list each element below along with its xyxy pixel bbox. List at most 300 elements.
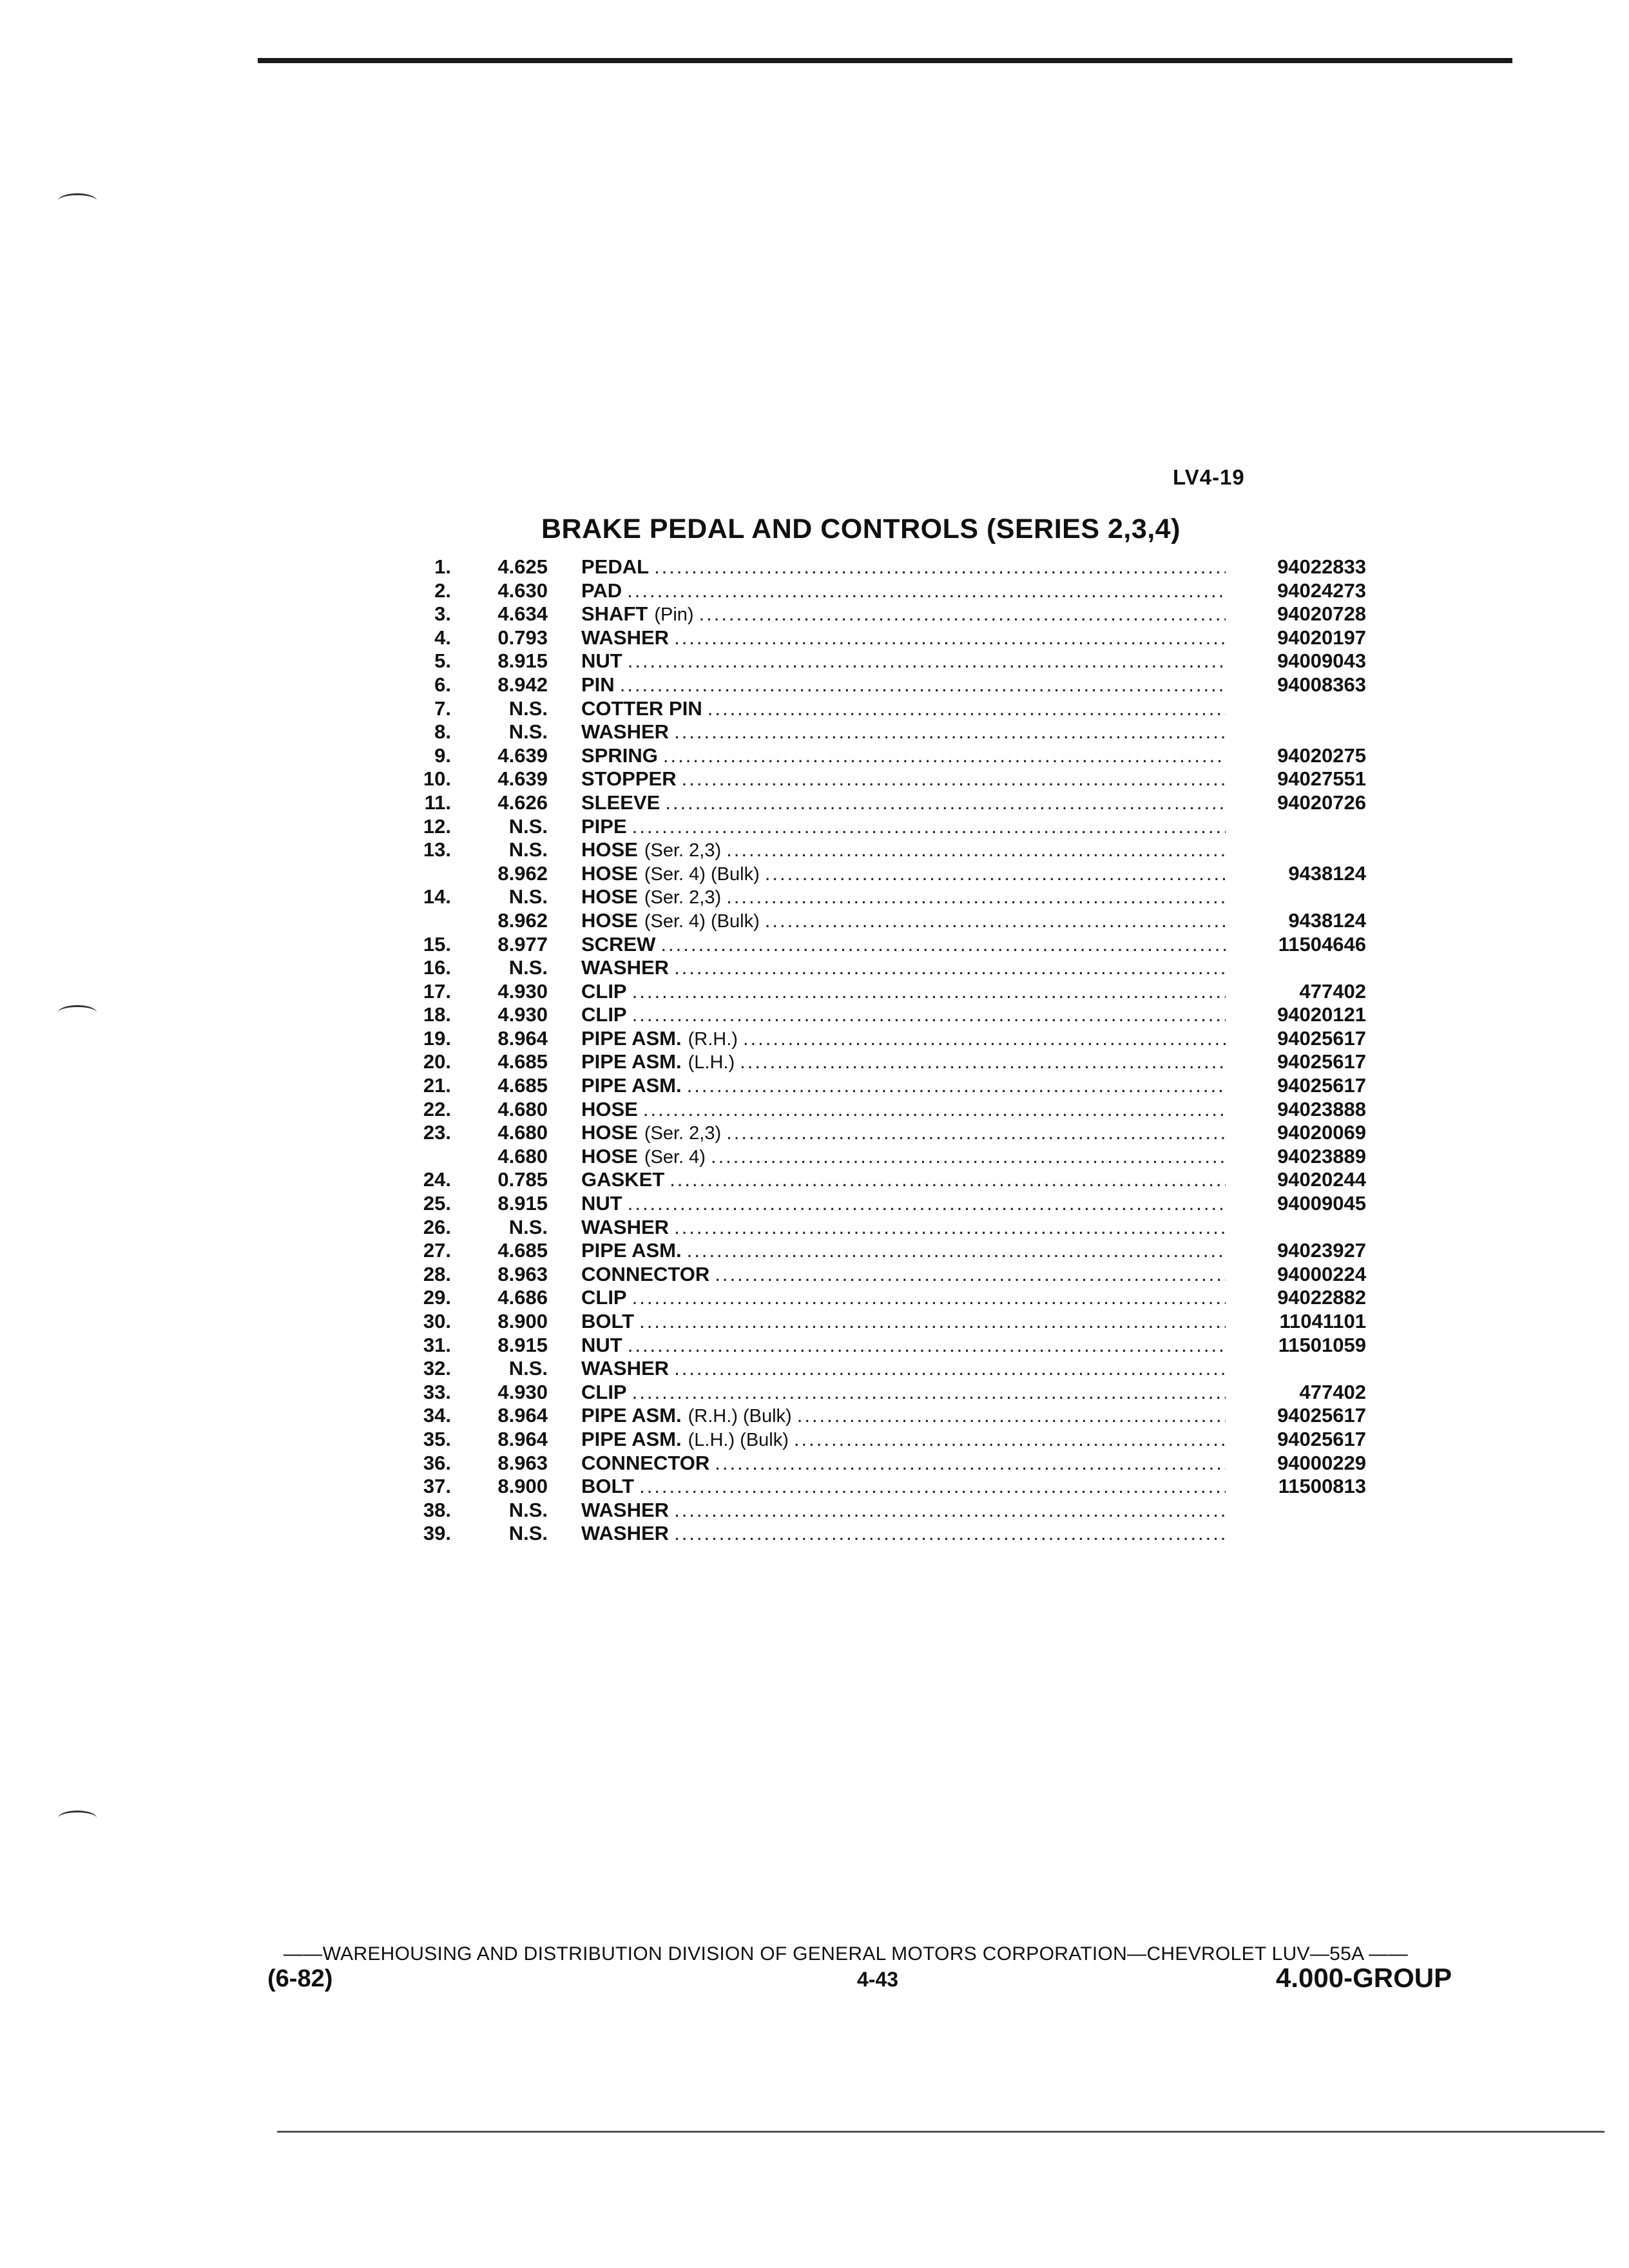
part-name: SLEEVE (581, 791, 660, 814)
part-number: 94020197 (1277, 626, 1366, 649)
leader-dots (765, 909, 1226, 933)
group-code: 4.680 (497, 1097, 548, 1120)
part-row (387, 744, 1366, 768)
part-row (387, 1286, 1366, 1310)
part-name: WASHER (581, 1357, 670, 1380)
part-name: PIPE ASM. (581, 1427, 682, 1450)
part-number: 11501059 (1278, 1333, 1366, 1356)
leader-dots (674, 1357, 1226, 1381)
group-code: 8.963 (497, 1262, 548, 1285)
part-row (387, 555, 1366, 579)
group-code: 4.685 (497, 1239, 548, 1262)
part-description (581, 1050, 1226, 1075)
part-name: CLIP (581, 979, 627, 1003)
part-description (581, 602, 1226, 627)
part-number: 94009043 (1277, 649, 1366, 673)
part-row (387, 626, 1366, 650)
part-description (581, 1475, 1226, 1499)
part-row (387, 980, 1366, 1004)
part-number: 94027551 (1277, 767, 1366, 791)
part-row (387, 1121, 1366, 1145)
part-description (581, 1357, 1226, 1381)
leader-dots (643, 1098, 1226, 1122)
part-description (581, 1381, 1226, 1405)
scan-mark (58, 1005, 97, 1020)
scan-mark (58, 193, 97, 208)
part-description (581, 767, 1226, 791)
part-number: 94000229 (1277, 1451, 1366, 1474)
part-number: 11504646 (1278, 932, 1366, 956)
part-number: 94025617 (1277, 1026, 1366, 1050)
leader-dots (620, 673, 1226, 697)
part-name: HOSE (581, 1144, 638, 1168)
part-name: PIN (581, 673, 615, 696)
part-name: WASHER (581, 1522, 670, 1545)
part-name: CLIP (581, 1380, 627, 1403)
leader-dots (687, 1239, 1226, 1263)
group-code: 4.930 (497, 1380, 548, 1403)
item-number: 25. (423, 1192, 451, 1215)
part-number: 9438124 (1288, 908, 1366, 932)
leader-dots (699, 602, 1226, 626)
part-row (387, 602, 1366, 626)
part-row (387, 862, 1366, 886)
part-number: 94000224 (1277, 1262, 1366, 1285)
item-number: 5. (434, 649, 451, 673)
group-code: N.S. (508, 885, 548, 908)
item-number: 23. (423, 1121, 451, 1144)
part-number: 94020275 (1277, 744, 1366, 767)
group-code: 8.915 (497, 1192, 548, 1215)
group-code: 8.962 (497, 908, 548, 932)
part-name: PIPE ASM. (581, 1050, 682, 1073)
part-name: HOSE (581, 838, 638, 861)
leader-dots (726, 885, 1226, 909)
part-row (387, 956, 1366, 980)
part-name: PIPE (581, 814, 627, 838)
part-row (387, 838, 1366, 862)
part-description (581, 1098, 1226, 1122)
leader-dots (674, 1522, 1226, 1546)
part-description (581, 1428, 1226, 1452)
part-description (581, 885, 1226, 910)
part-description (581, 555, 1226, 579)
leader-dots (674, 1499, 1226, 1523)
item-number: 15. (423, 932, 451, 956)
group-code: 0.793 (497, 626, 548, 649)
page-reference: LV4-19 (1173, 465, 1245, 489)
leader-dots (715, 1263, 1226, 1287)
scan-mark (58, 1811, 97, 1825)
part-description (581, 909, 1226, 934)
group-code: 8.977 (497, 932, 548, 956)
part-description (581, 1286, 1226, 1310)
item-number: 29. (423, 1286, 451, 1309)
part-row (387, 767, 1366, 791)
leader-dots (663, 744, 1226, 768)
leader-dots (660, 933, 1226, 957)
part-qualifier: (L.H.) (688, 1052, 735, 1073)
item-number: 24. (423, 1168, 451, 1191)
part-name: WASHER (581, 956, 670, 979)
item-number: 9. (434, 744, 451, 767)
part-description (581, 791, 1226, 815)
item-number: 34. (423, 1404, 451, 1427)
part-number: 94025617 (1277, 1074, 1366, 1097)
part-name: PAD (581, 579, 622, 602)
part-qualifier: (Ser. 2,3) (644, 840, 722, 861)
leader-dots (797, 1404, 1226, 1428)
part-row (387, 1310, 1366, 1334)
part-row (387, 1098, 1366, 1122)
part-number: 94022833 (1277, 555, 1366, 578)
group-code: N.S. (508, 697, 548, 720)
part-row (387, 1050, 1366, 1074)
part-description (581, 862, 1226, 887)
leader-dots (628, 1192, 1226, 1216)
group-code: 8.942 (497, 673, 548, 696)
part-name: NUT (581, 1333, 622, 1356)
item-number: 13. (423, 838, 451, 861)
part-name: WASHER (581, 626, 670, 649)
group-code: 4.630 (497, 579, 548, 602)
part-row (387, 1499, 1366, 1523)
part-name: CLIP (581, 1286, 627, 1309)
leader-dots (632, 980, 1226, 1004)
part-name: NUT (581, 1192, 622, 1215)
group-code: N.S. (508, 838, 548, 861)
part-description (581, 1334, 1226, 1358)
leader-dots (740, 1050, 1226, 1074)
part-row (387, 649, 1366, 673)
leader-dots (639, 1475, 1226, 1499)
part-number: 9438124 (1288, 861, 1366, 885)
group-code: 4.685 (497, 1050, 548, 1073)
part-description (581, 956, 1226, 980)
part-description (581, 697, 1226, 721)
item-number: 35. (423, 1427, 451, 1450)
part-name: HOSE (581, 885, 638, 908)
part-row (387, 1428, 1366, 1452)
item-number: 14. (423, 885, 451, 908)
top-rule (258, 58, 1512, 63)
footer-group: 4.000-GROUP (1276, 1963, 1452, 1993)
part-description (581, 815, 1226, 839)
part-name: HOSE (581, 1121, 638, 1144)
group-code: N.S. (508, 956, 548, 979)
part-row (387, 909, 1366, 933)
part-number: 11041101 (1279, 1310, 1366, 1332)
part-description (581, 1145, 1226, 1169)
part-row (387, 1263, 1366, 1287)
group-code: 8.915 (497, 649, 548, 673)
footer-date: (6-82) (267, 1965, 333, 1992)
leader-dots (765, 862, 1226, 886)
part-description (581, 1452, 1226, 1475)
part-description (581, 1499, 1226, 1523)
leader-dots (627, 579, 1226, 603)
group-code: N.S. (508, 1498, 548, 1521)
footer-page-number: 4-43 (857, 1968, 899, 1991)
part-row (387, 697, 1366, 721)
part-name: PIPE ASM. (581, 1074, 682, 1097)
item-number: 6. (434, 673, 451, 696)
leader-dots (711, 1145, 1226, 1169)
item-number: 21. (423, 1074, 451, 1097)
part-name: WASHER (581, 720, 670, 744)
part-description (581, 720, 1226, 744)
part-name: PIPE ASM. (581, 1404, 682, 1427)
part-row (387, 1216, 1366, 1240)
part-row (387, 1522, 1366, 1546)
part-number: 94023889 (1277, 1144, 1366, 1168)
group-code: N.S. (508, 814, 548, 838)
part-name: HOSE (581, 908, 638, 932)
item-number: 10. (423, 767, 451, 791)
group-code: 8.964 (497, 1404, 548, 1427)
part-description (581, 1121, 1226, 1146)
item-number: 19. (423, 1026, 451, 1050)
leader-dots (639, 1310, 1226, 1334)
parts-list (387, 555, 1366, 1546)
part-name: HOSE (581, 861, 638, 885)
part-description (581, 1522, 1226, 1546)
page-title: BRAKE PEDAL AND CONTROLS (SERIES 2,3,4) (541, 514, 1181, 544)
part-name: SPRING (581, 744, 658, 767)
item-number: 33. (423, 1380, 451, 1403)
item-number: 31. (423, 1333, 451, 1356)
group-code: 4.930 (497, 1003, 548, 1026)
part-number: 94025617 (1277, 1427, 1366, 1450)
leader-dots (628, 649, 1226, 673)
part-row (387, 1475, 1366, 1499)
part-number: 94023888 (1277, 1097, 1366, 1120)
item-number: 18. (423, 1003, 451, 1026)
leader-dots (632, 1003, 1226, 1027)
part-description (581, 1074, 1226, 1098)
leader-dots (674, 1216, 1226, 1240)
part-qualifier: (Ser. 2,3) (644, 1123, 722, 1144)
group-code: 4.639 (497, 744, 548, 767)
part-qualifier: (L.H.) (Bulk) (688, 1429, 789, 1450)
part-qualifier: (Ser. 4) (Bulk) (644, 863, 760, 885)
leader-dots (743, 1027, 1226, 1051)
group-code: N.S. (508, 1522, 548, 1545)
part-number: 477402 (1299, 979, 1366, 1003)
part-description (581, 1239, 1226, 1263)
part-name: STOPPER (581, 767, 677, 791)
part-number: 94008363 (1277, 673, 1366, 696)
group-code: 0.785 (497, 1168, 548, 1191)
item-number: 22. (423, 1097, 451, 1120)
group-code: 4.680 (497, 1144, 548, 1168)
part-row (387, 1168, 1366, 1192)
part-description (581, 1003, 1226, 1027)
leader-dots (682, 767, 1226, 791)
group-code: N.S. (508, 720, 548, 744)
part-description (581, 1310, 1226, 1334)
group-code: 8.964 (497, 1427, 548, 1450)
item-number: 30. (423, 1310, 451, 1332)
item-number: 16. (423, 956, 451, 979)
item-number: 37. (423, 1475, 451, 1498)
leader-dots (628, 1334, 1226, 1358)
part-description (581, 980, 1226, 1004)
group-code: 8.963 (497, 1451, 548, 1474)
item-number: 27. (423, 1239, 451, 1262)
part-row (387, 1145, 1366, 1169)
leader-dots (726, 838, 1226, 862)
part-number: 477402 (1299, 1380, 1366, 1403)
part-row (387, 1452, 1366, 1475)
part-row (387, 1334, 1366, 1358)
part-number: 94020244 (1277, 1168, 1366, 1191)
part-name: COTTER PIN (581, 697, 702, 720)
part-description (581, 933, 1226, 957)
item-number: 8. (434, 720, 451, 744)
group-code: 4.639 (497, 767, 548, 791)
part-name: WASHER (581, 1498, 670, 1521)
group-code: 4.685 (497, 1074, 548, 1097)
leader-dots (715, 1452, 1226, 1475)
part-name: GASKET (581, 1168, 665, 1191)
part-name: CLIP (581, 1003, 627, 1026)
group-code: N.S. (508, 1357, 548, 1380)
part-description (581, 1168, 1226, 1192)
item-number: 4. (434, 626, 451, 649)
part-row (387, 579, 1366, 603)
leader-dots (708, 697, 1226, 721)
part-description (581, 1263, 1226, 1287)
part-row (387, 933, 1366, 957)
part-qualifier: (R.H.) (688, 1028, 738, 1050)
part-description (581, 744, 1226, 768)
part-row (387, 673, 1366, 697)
group-code: 8.900 (497, 1310, 548, 1332)
part-number: 94009045 (1277, 1192, 1366, 1215)
part-row (387, 791, 1366, 815)
group-code: 4.930 (497, 979, 548, 1003)
group-code: 8.915 (497, 1333, 548, 1356)
group-code: 4.626 (497, 791, 548, 814)
leader-dots (632, 815, 1226, 839)
part-qualifier: (Ser. 2,3) (644, 887, 722, 908)
part-row (387, 1381, 1366, 1405)
part-description (581, 673, 1226, 697)
part-qualifier: (Ser. 4) (Bulk) (644, 910, 760, 932)
part-name: CONNECTOR (581, 1262, 710, 1285)
part-number: 94020121 (1277, 1003, 1366, 1026)
leader-dots (654, 555, 1226, 579)
part-name: BOLT (581, 1310, 635, 1332)
part-row (387, 1357, 1366, 1381)
part-number: 94020728 (1277, 602, 1366, 626)
part-row (387, 1239, 1366, 1263)
part-name: PEDAL (581, 555, 650, 578)
item-number: 38. (423, 1498, 451, 1521)
item-number: 20. (423, 1050, 451, 1073)
item-number: 36. (423, 1451, 451, 1474)
part-number: 94020069 (1277, 1121, 1366, 1144)
footer-division-line: ——WAREHOUSING AND DISTRIBUTION DIVISION OF GENERAL MOTORS CORPORATION—CHEVROLET LUV—55A —— (284, 1943, 1409, 1965)
item-number: 26. (423, 1215, 451, 1238)
item-number: 39. (423, 1522, 451, 1545)
group-code: 4.680 (497, 1121, 548, 1144)
part-description (581, 1404, 1226, 1428)
item-number: 1. (434, 555, 451, 578)
part-number: 11500813 (1278, 1475, 1366, 1498)
item-number: 28. (423, 1262, 451, 1285)
part-description (581, 838, 1226, 863)
part-row (387, 1027, 1366, 1051)
part-number: 94020726 (1277, 791, 1366, 814)
part-description (581, 649, 1226, 673)
leader-dots (674, 720, 1226, 744)
part-name: WASHER (581, 1215, 670, 1238)
part-number: 94025617 (1277, 1050, 1366, 1073)
part-name: BOLT (581, 1475, 635, 1498)
group-code: 8.964 (497, 1026, 548, 1050)
group-code: 4.625 (497, 555, 548, 578)
group-code: 8.962 (497, 861, 548, 885)
part-name: CONNECTOR (581, 1451, 710, 1474)
part-name: HOSE (581, 1097, 638, 1120)
leader-dots (632, 1381, 1226, 1405)
leader-dots (794, 1428, 1226, 1452)
part-row (387, 885, 1366, 909)
leader-dots (670, 1168, 1226, 1192)
part-row (387, 1192, 1366, 1216)
part-row (387, 1003, 1366, 1027)
part-number: 94023927 (1277, 1239, 1366, 1262)
group-code: 4.686 (497, 1286, 548, 1309)
part-name: SCREW (581, 932, 656, 956)
part-row (387, 1404, 1366, 1428)
leader-dots (674, 626, 1226, 650)
part-qualifier: (Ser. 4) (644, 1146, 706, 1168)
part-name: PIPE ASM. (581, 1026, 682, 1050)
item-number: 12. (423, 814, 451, 838)
group-code: 4.634 (497, 602, 548, 626)
leader-dots (726, 1121, 1226, 1145)
part-number: 94025617 (1277, 1404, 1366, 1427)
part-row (387, 720, 1366, 744)
item-number: 32. (423, 1357, 451, 1380)
leader-dots (687, 1074, 1226, 1098)
part-description (581, 579, 1226, 603)
part-description (581, 626, 1226, 650)
item-number: 17. (423, 979, 451, 1003)
item-number: 7. (434, 697, 451, 720)
leader-dots (674, 956, 1226, 980)
part-description (581, 1027, 1226, 1052)
part-qualifier: (R.H.) (Bulk) (688, 1406, 792, 1427)
item-number: 3. (434, 602, 451, 626)
part-number: 94024273 (1277, 579, 1366, 602)
item-number: 11. (424, 791, 451, 814)
leader-dots (665, 791, 1226, 815)
leader-dots (632, 1286, 1226, 1310)
part-description (581, 1216, 1226, 1240)
part-row (387, 815, 1366, 839)
item-number: 2. (434, 579, 451, 602)
part-name: SHAFT (581, 602, 648, 626)
part-qualifier: (Pin) (654, 604, 694, 626)
group-code: 8.900 (497, 1475, 548, 1498)
part-name: PIPE ASM. (581, 1239, 682, 1262)
part-number: 94022882 (1277, 1286, 1366, 1309)
part-name: NUT (581, 649, 622, 673)
